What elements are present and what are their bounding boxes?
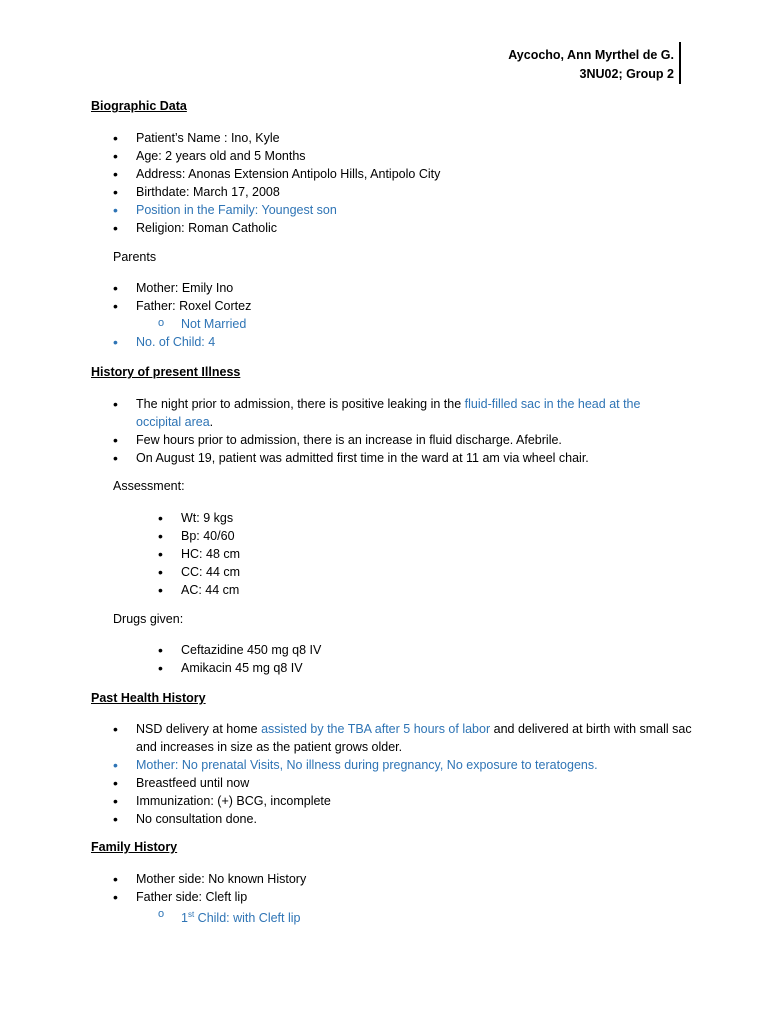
biographic-list [91,129,711,237]
list-item: • No. of Child: 4 [91,333,711,351]
highlighted-text: fluid-filled sac in the head at the occipital area [136,397,641,429]
list-item [91,906,711,927]
list-item: • Age: 2 years old and 5 Months [91,147,711,165]
past-health-list [91,720,693,828]
list-item: • Birthdate: March 17, 2008 [91,183,711,201]
list-item: o Not Married [91,315,711,333]
item-text: The night prior to admission, there is positive leaking in the [136,397,465,411]
list-item: • Breastfeed until now [91,774,693,792]
header-rule [679,42,681,84]
list-item [91,395,676,431]
child-number: 1 [181,911,188,926]
item-text: NSD delivery at home [136,722,262,736]
drugs-list [91,641,711,677]
class-group: 3NU02; Group 2 [579,67,674,81]
list-item: • No consultation done. [91,810,693,828]
present-illness-list [91,395,676,467]
list-item: • Address: Anonas Extension Antipolo Hills, Antipolo City [91,165,711,183]
child-text: Child: with Cleft lip [194,911,301,926]
list-item: • Few hours prior to admission, there is an increase in fluid discharge. Afebrile. [91,431,676,449]
list-item: • Patient’s Name : Ino, Kyle [91,129,711,147]
family-history-list [91,870,711,927]
past-health-heading: Past Health History [91,691,206,705]
item-text: . [209,415,214,429]
item-text: and delivered at birth with small sac and increases in size as the patient grows older. [136,722,692,754]
list-item: • HC: 48 cm [91,545,711,563]
list-item: • AC: 44 cm [91,581,711,599]
child-ordinal-suffix: st [187,910,195,919]
present-illness-heading: History of present Illness [91,365,241,379]
drugs-label: Drugs given: [113,612,184,626]
list-item: • Bp: 40/60 [91,527,711,545]
list-item: • Mother: No prenatal Visits, No illness during pregnancy, No exposure to teratogens. [91,756,693,774]
list-item: • Wt: 9 kgs [91,509,711,527]
assessment-label: Assessment: [113,479,185,493]
parents-label: Parents [113,250,157,264]
list-item: • Ceftazidine 450 mg q8 IV [91,641,711,659]
author-name: Aycocho, Ann Myrthel de G. [508,48,674,62]
list-item: • Immunization: (+) BCG, incomplete [91,792,693,810]
parents-list [91,279,711,351]
list-item: • Religion: Roman Catholic [91,219,711,237]
assessment-list [91,509,711,599]
list-item: • Position in the Family: Youngest son [91,201,711,219]
list-item: • Mother side: No known History [91,870,711,888]
list-item: • On August 19, patient was admitted first time in the ward at 11 am via wheel chair. [91,449,676,467]
list-item: • Father: Roxel Cortez [91,297,711,315]
highlighted-text: assisted by the TBA after 5 hours of labor [261,722,491,736]
list-item: • Mother: Emily Ino [91,279,711,297]
list-item: • Amikacin 45 mg q8 IV [91,659,711,677]
list-item [91,720,693,756]
biographic-heading: Biographic Data [91,99,187,113]
document-header [508,46,674,84]
list-item: • Father side: Cleft lip [91,888,711,906]
list-item: • CC: 44 cm [91,563,711,581]
family-history-heading: Family History [91,840,178,854]
